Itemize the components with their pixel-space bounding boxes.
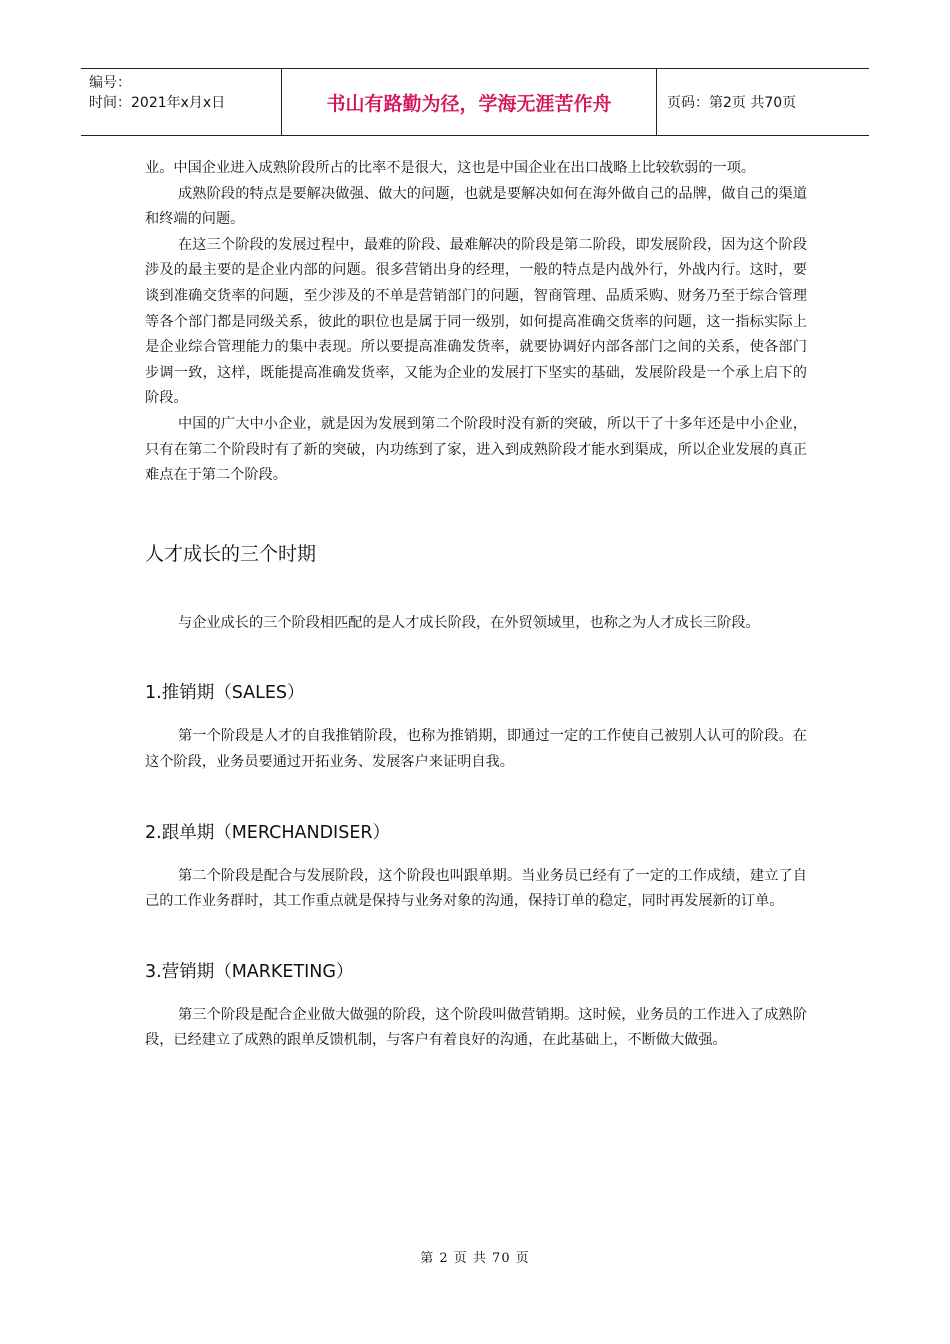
paragraph: 在这三个阶段的发展过程中，最难的阶段、最难解决的阶段是第二阶段，即发展阶段，因为这个阶段涉及的最主要的是企业内部的问题。很多营销出身的经理，一般的特点是内战外行，外战内行。这时，要谈到准确交货率的问题，至少涉及的不单是营销部门的问题，智商管理、品质采购、财务乃至于综合管理等各个部门都是同级关系，彼此的职位也是属于同一级别，如何提高准确交货率的问题，这一指标实际上是企业综合管理能力的集中表现。所以要提高准确发货率，就要协调好内部各部门之间的关系，使各部门步调一致，这样，既能提高准确发货率，又能为企业的发展打下坚实的基础，发展阶段是一个承上启下的阶段。 bbox=[145, 236, 807, 407]
section-intro: 与企业成长的三个阶段相匹配的是人才成长阶段，在外贸领域里，也称之为人才成长三阶段。 bbox=[178, 614, 760, 631]
stage-heading-merchandiser: 2.跟单期（MERCHANDISER） bbox=[145, 822, 391, 843]
section-heading: 人才成长的三个时期 bbox=[145, 542, 317, 565]
header-meta bbox=[81, 69, 282, 135]
paragraph: 业。中国企业进入成熟阶段所占的比率不是很大，这也是中国企业在出口战略上比较软弱的一项。 bbox=[145, 160, 756, 176]
page-header bbox=[81, 68, 869, 136]
paragraph: 中国的广大中小企业，就是因为发展到第二个阶段时没有新的突破，所以干了十多年还是中小企业，只有在第二个阶段时有了新的突破，内功练到了家，进入到成熟阶段才能水到渠成，所以企业发展的真正难点在于第二个阶段。 bbox=[145, 415, 807, 484]
document-body bbox=[145, 156, 807, 1054]
stage-text-marketing: 第三个阶段是配合企业做大做强的阶段，这个阶段叫做营销期。这时候，业务员的工作进入了成熟阶段，已经建立了成熟的跟单反馈机制，与客户有着良好的沟通，在此基础上，不断做大做强。 bbox=[145, 1006, 807, 1049]
number-label: 编号： bbox=[89, 75, 131, 91]
stage-text-merchandiser: 第二个阶段是配合与发展阶段，这个阶段也叫跟单期。当业务员已经有了一定的工作成绩，建立了自己的工作业务群时，其工作重点就是保持与业务对象的沟通，保持订单的稳定，同时再发展新的订单。 bbox=[145, 867, 807, 910]
header-page-info: 页码：第2页 共70页 bbox=[667, 95, 797, 111]
time-label: 时间：2021年x月x日 bbox=[89, 95, 226, 111]
stage-heading-sales: 1.推销期（SALES） bbox=[145, 683, 305, 704]
paragraph: 成熟阶段的特点是要解决做强、做大的问题，也就是要解决如何在海外做自己的品牌，做自己的渠道和终端的问题。 bbox=[145, 185, 807, 228]
header-motto: 书山有路勤为径，学海无涯苦作舟 bbox=[282, 69, 657, 135]
stage-heading-marketing: 3.营销期（MARKETING） bbox=[145, 961, 354, 982]
stage-text-sales: 第一个阶段是人才的自我推销阶段，也称为推销期，即通过一定的工作使自己被别人认可的阶段。在这个阶段，业务员要通过开拓业务、发展客户来证明自我。 bbox=[145, 728, 807, 770]
page-footer: 第 2 页 共 70 页 bbox=[420, 1251, 530, 1266]
